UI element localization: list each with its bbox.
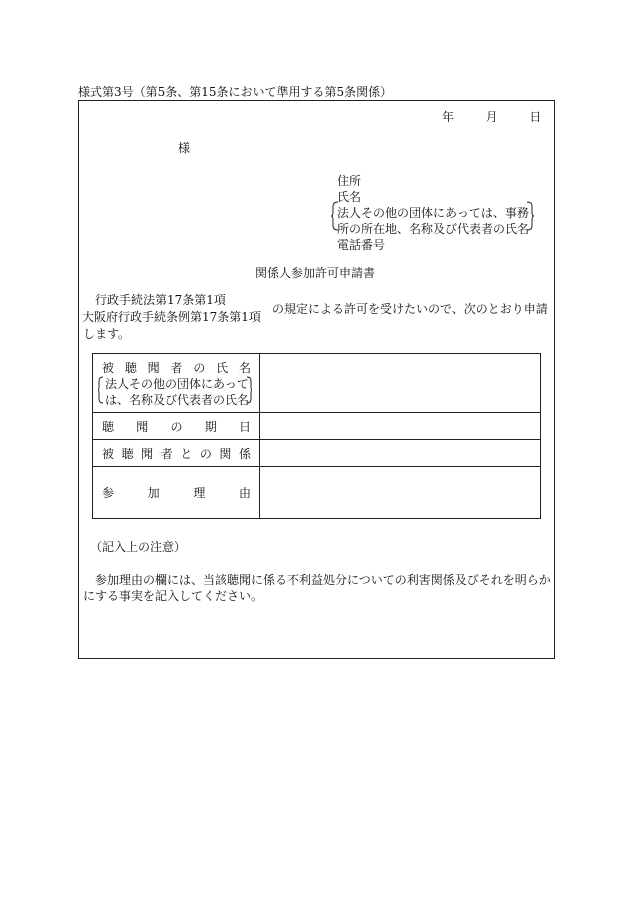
form-number: 様式第3号（第5条、第15条において準用する第5条関係） — [78, 85, 393, 99]
body-text-line1: の規定による許可を受けたいので、次のとおり申請 — [272, 302, 548, 316]
applicant-note-line2: 所の所在地、名称及び代表者の氏名 — [337, 222, 530, 236]
row2-label: 聴 聞 の 期 日 — [102, 419, 251, 434]
row3-label: 被 聴 聞 者 と の 関 係 — [102, 446, 251, 461]
body-text-line2: します。 — [83, 327, 131, 341]
participation-reason-field[interactable] — [260, 467, 541, 519]
addressee-suffix: 様 — [178, 141, 191, 155]
relationship-field[interactable] — [260, 440, 541, 467]
respondent-name-field[interactable] — [260, 354, 541, 413]
law-reference-1: 行政手続法第17条第1項 — [95, 293, 226, 307]
date-year: 年 — [442, 110, 455, 124]
date-month: 月 — [485, 110, 498, 124]
application-table — [92, 353, 541, 519]
row1-sub-line1: 法人その他の団体にあって — [105, 376, 249, 391]
row4-label: 参 加 理 由 — [102, 486, 251, 500]
document-title: 関係人参加許可申請書 — [254, 266, 375, 280]
table-row — [93, 413, 541, 440]
table-row — [93, 354, 541, 413]
applicant-phone-label: 電話番号 — [337, 238, 386, 252]
row1-label: 被 聴 聞 者 の 氏 名 — [102, 360, 251, 375]
applicant-note-line1: 法人その他の団体にあっては、事務 — [337, 206, 529, 220]
row1-left-bracket — [98, 376, 104, 404]
applicant-address-label: 住所 — [337, 174, 362, 188]
row1-label-cell — [93, 354, 260, 413]
table-row — [93, 440, 541, 467]
notes-heading: （記入上の注意） — [90, 540, 187, 554]
applicant-name-label: 氏名 — [337, 190, 362, 204]
date-day: 日 — [529, 110, 542, 124]
row4-label-cell — [93, 467, 260, 519]
row3-label-cell — [93, 440, 260, 467]
notes-line2: にする事実を記入してください。 — [83, 589, 264, 603]
right-bracket — [526, 201, 534, 231]
date-line — [442, 108, 541, 125]
row2-label-cell — [93, 413, 260, 440]
row1-sub-line2: は、名称及び代表者の氏名 — [105, 392, 250, 407]
row1-right-bracket — [246, 376, 252, 404]
notes-line1: 参加理由の欄には、当該聴聞に係る不利益処分についての利害関係及びそれを明らか — [95, 573, 551, 587]
law-reference-2: 大阪府行政手続条例第17条第1項 — [82, 310, 261, 324]
table-row — [93, 467, 541, 519]
hearing-date-field[interactable] — [260, 413, 541, 440]
